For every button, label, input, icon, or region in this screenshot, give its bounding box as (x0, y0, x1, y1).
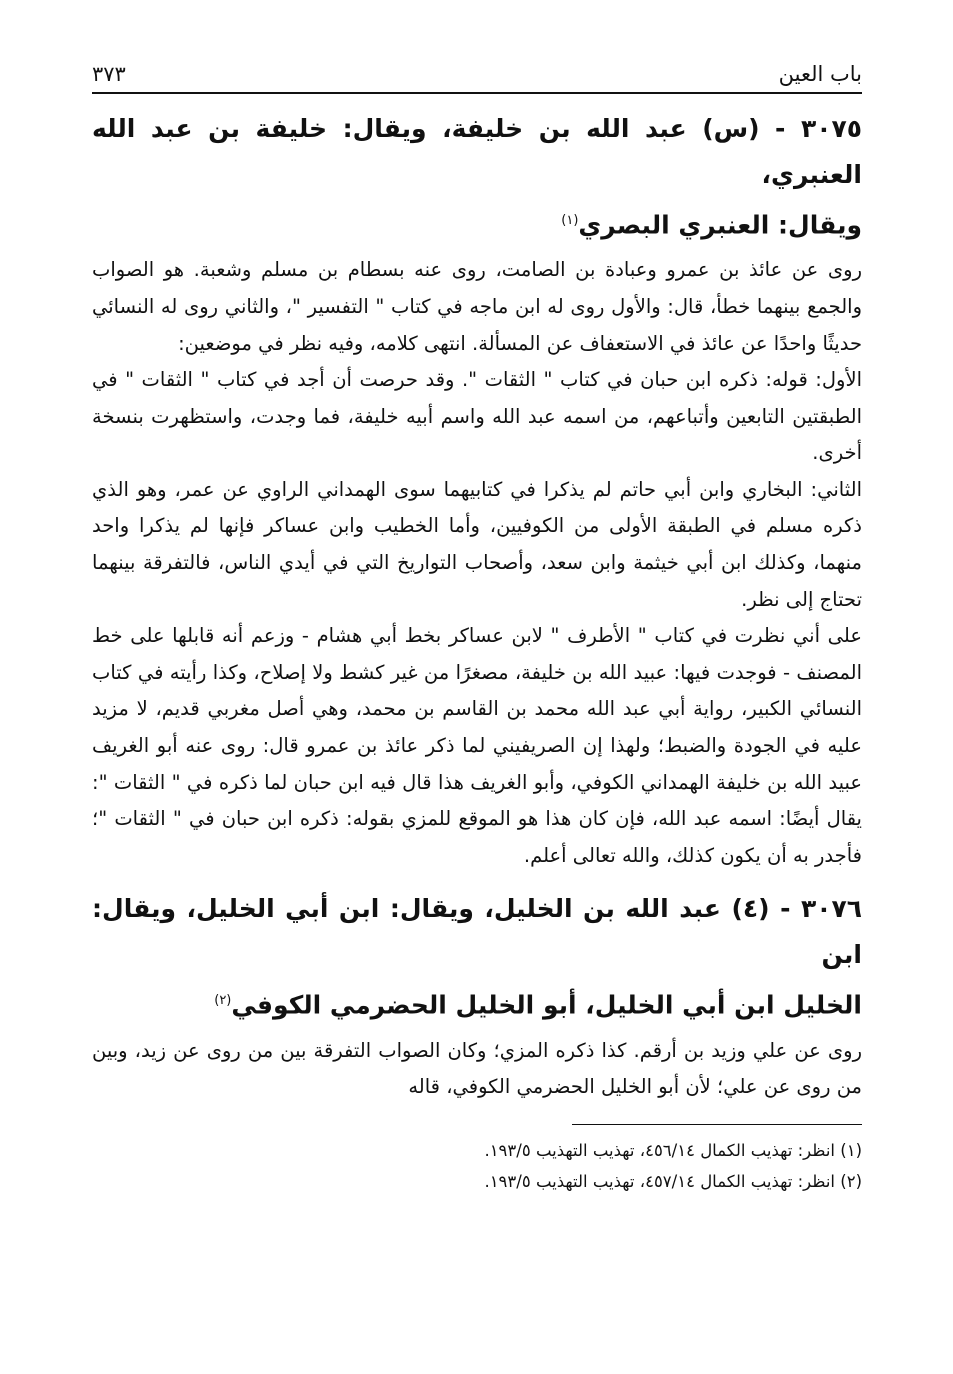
footnote: (١) انظر: تهذيب الكمال ٤٥٦/١٤، تهذيب التهذيب ١٩٣/٥. (484, 1140, 862, 1160)
footnote-reference: (٢) (214, 993, 232, 1009)
paragraph: على أني نظرت في كتاب " الأطرف " لابن عساكر بخط أبي هشام - وزعم أنه قابلها على خط المصنف - فوجدت فيها: عبيد الله بن خليفة، مصغرًا من غير كشط ولا إصلاح، وكذا رأيته في كتاب النسائي الكبير، رواية أبي عبد الله محمد بن القاسم بن محمد، وهي أصل مغربي قديم، لا مزيد عليه في الجودة والضبط؛ ولهذا إن الصريفيني لما ذكر عائذ بن عمرو قال: روى عنه أبو الغريف عبيد الله بن خليفة الهمداني الكوفي، وأبو الغريف هذا قال فيه ابن حبان لما ذكره في " الثقات ": يقال أيضًا: اسمه عبد الله، فإن كان هذا هو الموقع للمزي بقوله: ذكره ابن حبان في " الثقات "؛ فأجدر به أن يكون كذلك، والله تعالى أعلم. (92, 624, 862, 867)
entry-body-3075 (92, 252, 862, 874)
paragraph: الأول: قوله: ذكره ابن حبان في كتاب " الثقات ". وقد حرصت أن أجد في كتاب " الثقات " في الطبقتين التابعين وأتباعهم، من اسمه عبد الله واسم أبيه خليفة، فما وجدت، واستظهرت بنسخة أخرى. (92, 368, 862, 465)
entry-heading-line: ٣٠٧٥ - (س) عبد الله بن خليفة، ويقال: خليفة بن عبد الله العنبري، (92, 114, 862, 189)
paragraph: الثاني: البخاري وابن أبي حاتم لم يذكرا في كتابيهما سوى الهمداني الراوي عن عمر، وهو الذي ذكره مسلم في الطبقة الأولى من الكوفيين، وأما الخطيب وابن عساكر فإنها لم يذكرا واحد منهما، وكذلك ابن أبي خيثمة وابن سعد، وأصحاب التواريخ التي في أيدي الناس، فالتفرقة بينهما تحتاج إلى نظر. (92, 477, 862, 611)
entry-body-3076 (92, 1033, 862, 1106)
footnote-reference: (١) (561, 213, 579, 228)
entry-heading-3075 (92, 106, 862, 248)
footnote-divider (572, 1124, 862, 1125)
entry-heading-text: ويقال: العنبري البصري (578, 210, 862, 240)
running-header (92, 48, 862, 94)
entry-heading-3076 (92, 886, 862, 1028)
entry-heading-line: ٣٠٧٦ - (٤) عبد الله بن الخليل، ويقال: ابن أبي الخليل، ويقال: ابن (92, 894, 862, 970)
entry-heading-text: الخليل ابن أبي الخليل، أبو الخليل الحضرمي الكوفي (231, 990, 862, 1020)
chapter-title: باب العين (778, 62, 862, 86)
paragraph: روى عن علي وزيد بن أرقم. كذا ذكره المزي؛ وكان الصواب التفرقة بين من روى عن زيد، وبين من روى عن علي؛ لأن أبو الخليل الحضرمي الكوفي، قاله (92, 1038, 862, 1099)
entry-heading-line (92, 978, 862, 1028)
paragraph: روى عن عائذ بن عمرو وعبادة بن الصامت، روى عنه بسطام بن مسلم وشعبة. هو الصواب والجمع بينهما خطأ، قال: والأول روى له ابن ماجه في كتاب " التفسير "، والثاني روى له النسائي حديثًا واحدًا عن عائذ في الاستعفاف عن المسألة. انتهى كلامه، وفيه نظر في موضعين: (92, 258, 862, 355)
page-number: ٣٧٣ (92, 62, 126, 86)
footnote: (٢) انظر: تهذيب الكمال ٤٥٧/١٤، تهذيب التهذيب ١٩٣/٥. (484, 1171, 862, 1191)
book-page (92, 48, 862, 1197)
footnotes (92, 1135, 862, 1197)
entry-heading-line (92, 198, 862, 248)
